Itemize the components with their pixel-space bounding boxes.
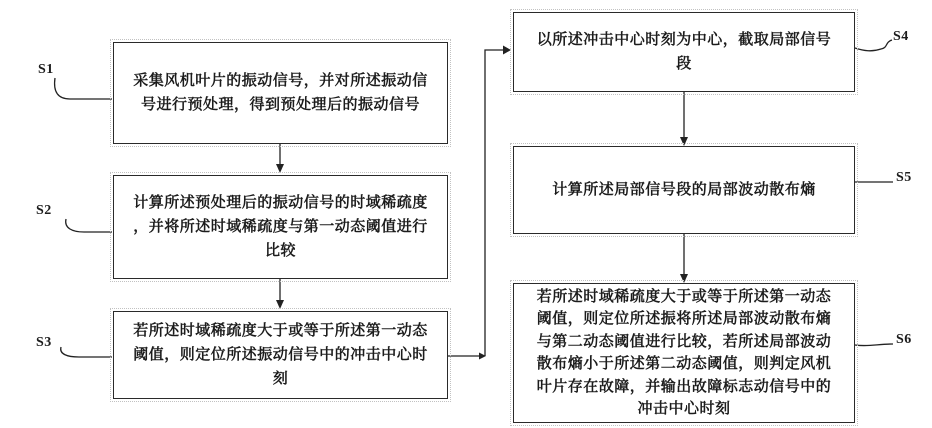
step-label-s1: S1: [38, 62, 54, 77]
arrowhead-s4-s5: [680, 137, 688, 146]
flow-step-text-s1: 采集风机叶片的振动信号，并对所述振动信 号进行预处理，得到预处理后的振动信号: [133, 73, 428, 113]
step-label-s4: S4: [893, 29, 909, 44]
arrowhead-s1-s2: [276, 164, 284, 173]
flow-step-text-s6: 若所述时域稀疏度大于或等于所述第一动态 阈值，则定位所述振将所述局部波动散布熵 与第二动态阈值进行比较，若所述局部波动 散布熵小于所述第二动态阈值，则判定风机 叶片存在故障，并输出故障标志动信号中的 冲击中心时刻: [536, 288, 832, 417]
arrowhead-s3-elbow: [479, 353, 486, 360]
flow-step-text-s2: 计算所述预处理后的振动信号的时域稀疏度 ，并将所述时域稀疏度与第一动态阈值进行 比较: [133, 195, 428, 259]
flow-step-box-s5: [513, 146, 855, 234]
leader-s1: [55, 78, 112, 99]
leader-s4: [855, 40, 892, 51]
flow-step-text-s3: 若所述时域稀疏度大于或等于所述第一动态 阈值，则定位所述振动信号中的冲击中心时 刻: [133, 323, 428, 387]
step-label-s2: S2: [36, 203, 52, 218]
leader-s3: [61, 347, 112, 357]
step-label-s6: S6: [896, 332, 912, 347]
flow-step-box-s4: [513, 12, 855, 92]
arrowhead-s3-s4: [503, 46, 511, 55]
arrowhead-s5-s6: [680, 274, 688, 283]
arrowhead-s2-s3: [276, 300, 284, 309]
flow-step-box-s6: [513, 283, 855, 423]
flow-step-text-s5: 计算所述局部信号段的局部波动散布熵: [552, 182, 816, 198]
arrow-s3-s4-riser: [485, 50, 503, 356]
step-label-s5: S5: [896, 170, 912, 185]
leader-s2: [66, 219, 112, 232]
flow-step-text-s4: 以所述冲击中心时刻为中心，截取局部信号 段: [536, 32, 832, 72]
step-label-s3: S3: [36, 335, 52, 350]
flow-step-box-s2: [113, 175, 448, 279]
flow-step-box-s3: [113, 311, 448, 399]
leader-s6: [855, 344, 893, 346]
flow-step-box-s1: [113, 42, 448, 144]
